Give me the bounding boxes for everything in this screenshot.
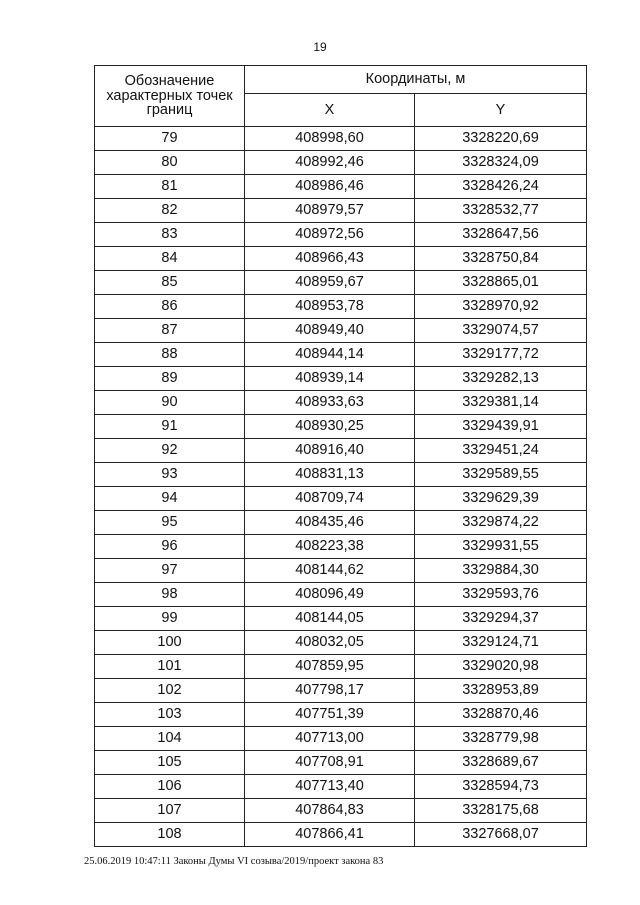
table-row xyxy=(95,559,587,583)
y-coordinate-cell: 3328647,56 xyxy=(415,223,587,247)
table-row xyxy=(95,631,587,655)
y-coordinate-cell: 3328220,69 xyxy=(415,127,587,151)
point-cell: 83 xyxy=(95,223,245,247)
table-row xyxy=(95,799,587,823)
table-row xyxy=(95,655,587,679)
point-cell: 94 xyxy=(95,487,245,511)
point-cell: 96 xyxy=(95,535,245,559)
x-coordinate-cell: 407713,40 xyxy=(245,775,415,799)
table-row xyxy=(95,823,587,847)
x-coordinate-cell: 408709,74 xyxy=(245,487,415,511)
point-cell: 108 xyxy=(95,823,245,847)
table-row xyxy=(95,199,587,223)
table-row xyxy=(95,367,587,391)
table-row xyxy=(95,223,587,247)
x-column-header: X xyxy=(245,94,415,127)
point-cell: 90 xyxy=(95,391,245,415)
point-cell: 91 xyxy=(95,415,245,439)
x-coordinate-cell: 407866,41 xyxy=(245,823,415,847)
table-row xyxy=(95,439,587,463)
y-coordinate-cell: 3328175,68 xyxy=(415,799,587,823)
document-footer: 25.06.2019 10:47:11 Законы Думы VI созыва/2019/проект закона 83 xyxy=(84,856,384,867)
point-cell: 87 xyxy=(95,319,245,343)
x-coordinate-cell: 408916,40 xyxy=(245,439,415,463)
page-number: 19 xyxy=(313,40,327,54)
x-coordinate-cell: 408953,78 xyxy=(245,295,415,319)
x-coordinate-cell: 408972,56 xyxy=(245,223,415,247)
y-coordinate-cell: 3328594,73 xyxy=(415,775,587,799)
y-coordinate-cell: 3329074,57 xyxy=(415,319,587,343)
y-coordinate-cell: 3328689,67 xyxy=(415,751,587,775)
point-cell: 101 xyxy=(95,655,245,679)
x-coordinate-cell: 408096,49 xyxy=(245,583,415,607)
point-cell: 82 xyxy=(95,199,245,223)
coordinates-header: Координаты, м xyxy=(245,66,587,94)
point-cell: 105 xyxy=(95,751,245,775)
y-coordinate-cell: 3328532,77 xyxy=(415,199,587,223)
point-header-line: Обозначение xyxy=(124,73,215,90)
y-coordinate-cell: 3328970,92 xyxy=(415,295,587,319)
point-designation-header xyxy=(95,66,245,127)
point-cell: 97 xyxy=(95,559,245,583)
point-cell: 89 xyxy=(95,367,245,391)
point-cell: 92 xyxy=(95,439,245,463)
coordinates-table-body xyxy=(95,127,587,847)
point-header-line: границ xyxy=(146,102,193,119)
y-coordinate-cell: 3328779,98 xyxy=(415,727,587,751)
y-column-header: Y xyxy=(415,94,587,127)
y-coordinate-cell: 3329282,13 xyxy=(415,367,587,391)
point-cell: 84 xyxy=(95,247,245,271)
x-coordinate-cell: 408435,46 xyxy=(245,511,415,535)
table-row xyxy=(95,127,587,151)
coordinates-table xyxy=(94,65,587,847)
table-row xyxy=(95,679,587,703)
x-coordinate-cell: 408992,46 xyxy=(245,151,415,175)
y-coordinate-cell: 3329593,76 xyxy=(415,583,587,607)
x-coordinate-cell: 408979,57 xyxy=(245,199,415,223)
x-coordinate-cell: 408933,63 xyxy=(245,391,415,415)
y-coordinate-cell: 3329884,30 xyxy=(415,559,587,583)
table-row xyxy=(95,415,587,439)
x-coordinate-cell: 407859,95 xyxy=(245,655,415,679)
x-coordinate-cell: 408831,13 xyxy=(245,463,415,487)
point-cell: 81 xyxy=(95,175,245,199)
table-row xyxy=(95,583,587,607)
x-coordinate-cell: 407751,39 xyxy=(245,703,415,727)
point-cell: 107 xyxy=(95,799,245,823)
table-row xyxy=(95,535,587,559)
point-cell: 104 xyxy=(95,727,245,751)
x-coordinate-cell: 407798,17 xyxy=(245,679,415,703)
x-coordinate-cell: 408144,62 xyxy=(245,559,415,583)
y-coordinate-cell: 3329874,22 xyxy=(415,511,587,535)
x-coordinate-cell: 408032,05 xyxy=(245,631,415,655)
y-coordinate-cell: 3328870,46 xyxy=(415,703,587,727)
table-row xyxy=(95,775,587,799)
table-row xyxy=(95,703,587,727)
y-coordinate-cell: 3329589,55 xyxy=(415,463,587,487)
point-cell: 103 xyxy=(95,703,245,727)
table-row xyxy=(95,463,587,487)
point-cell: 102 xyxy=(95,679,245,703)
point-cell: 98 xyxy=(95,583,245,607)
x-coordinate-cell: 408223,38 xyxy=(245,535,415,559)
table-row xyxy=(95,175,587,199)
table-row xyxy=(95,511,587,535)
point-cell: 79 xyxy=(95,127,245,151)
x-coordinate-cell: 407713,00 xyxy=(245,727,415,751)
y-coordinate-cell: 3328750,84 xyxy=(415,247,587,271)
x-coordinate-cell: 407864,83 xyxy=(245,799,415,823)
x-coordinate-cell: 408959,67 xyxy=(245,271,415,295)
header-row-top xyxy=(95,66,587,94)
y-coordinate-cell: 3327668,07 xyxy=(415,823,587,847)
y-coordinate-cell: 3329124,71 xyxy=(415,631,587,655)
y-coordinate-cell: 3329020,98 xyxy=(415,655,587,679)
x-coordinate-cell: 408144,05 xyxy=(245,607,415,631)
table-row xyxy=(95,295,587,319)
point-cell: 95 xyxy=(95,511,245,535)
point-cell: 93 xyxy=(95,463,245,487)
table-row xyxy=(95,391,587,415)
table-row xyxy=(95,271,587,295)
x-coordinate-cell: 408986,46 xyxy=(245,175,415,199)
x-coordinate-cell: 407708,91 xyxy=(245,751,415,775)
table-row xyxy=(95,343,587,367)
x-coordinate-cell: 408998,60 xyxy=(245,127,415,151)
x-coordinate-cell: 408944,14 xyxy=(245,343,415,367)
x-coordinate-cell: 408966,43 xyxy=(245,247,415,271)
point-header-line: характерных точек xyxy=(106,87,233,104)
table-row xyxy=(95,319,587,343)
y-coordinate-cell: 3328426,24 xyxy=(415,175,587,199)
point-cell: 106 xyxy=(95,775,245,799)
x-coordinate-cell: 408939,14 xyxy=(245,367,415,391)
point-cell: 100 xyxy=(95,631,245,655)
point-cell: 85 xyxy=(95,271,245,295)
y-coordinate-cell: 3329381,14 xyxy=(415,391,587,415)
y-coordinate-cell: 3329294,37 xyxy=(415,607,587,631)
coordinates-table-header xyxy=(95,66,587,127)
x-coordinate-cell: 408949,40 xyxy=(245,319,415,343)
y-coordinate-cell: 3328324,09 xyxy=(415,151,587,175)
table-row xyxy=(95,727,587,751)
point-cell: 99 xyxy=(95,607,245,631)
y-coordinate-cell: 3329931,55 xyxy=(415,535,587,559)
y-coordinate-cell: 3329451,24 xyxy=(415,439,587,463)
table-row xyxy=(95,751,587,775)
y-coordinate-cell: 3329629,39 xyxy=(415,487,587,511)
y-coordinate-cell: 3328865,01 xyxy=(415,271,587,295)
table-row xyxy=(95,607,587,631)
x-coordinate-cell: 408930,25 xyxy=(245,415,415,439)
y-coordinate-cell: 3329177,72 xyxy=(415,343,587,367)
table-row xyxy=(95,151,587,175)
point-cell: 86 xyxy=(95,295,245,319)
point-cell: 80 xyxy=(95,151,245,175)
point-cell: 88 xyxy=(95,343,245,367)
table-row xyxy=(95,487,587,511)
y-coordinate-cell: 3329439,91 xyxy=(415,415,587,439)
table-row xyxy=(95,247,587,271)
y-coordinate-cell: 3328953,89 xyxy=(415,679,587,703)
